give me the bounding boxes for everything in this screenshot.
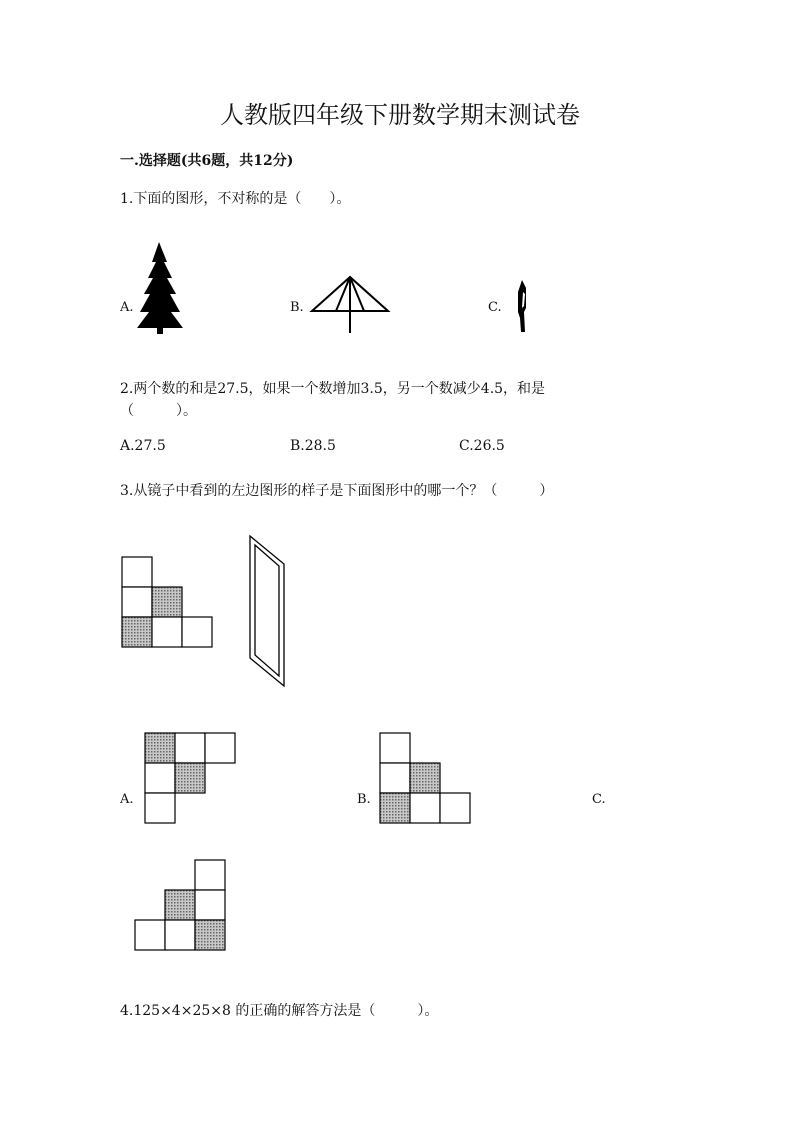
question-4-text: 4.125×4×25×8 的正确的解答方法是（ ）。 <box>120 1003 439 1019</box>
q2-option-b: B.28.5 <box>290 438 336 454</box>
question-3-text: 3.从镜子中看到的左边图形的样子是下面图形中的哪一个？（ ） <box>120 483 554 499</box>
page-title: 人教版四年级下册数学期末测试卷 <box>220 101 580 129</box>
q2-option-a: A.27.5 <box>120 438 166 454</box>
tree-icon <box>133 240 188 335</box>
knife-icon <box>512 278 532 334</box>
q1-option-b-label: B. <box>290 300 304 315</box>
section-heading: 一.选择题(共6题，共12分) <box>120 153 294 169</box>
q3-option-a-figure <box>145 733 237 825</box>
q3-option-b-figure <box>380 733 472 825</box>
question-2-line2: （ ）。 <box>120 403 197 419</box>
mirror-icon <box>248 534 288 688</box>
q3-option-a-label: A. <box>120 792 134 807</box>
q3-option-b-label: B. <box>357 792 371 807</box>
question-1-text: 1.下面的图形，不对称的是（ ）。 <box>120 191 351 207</box>
q3-option-c-label: C. <box>592 792 606 807</box>
q3-option-c-figure <box>135 860 227 952</box>
q1-option-a-label: A. <box>120 300 134 315</box>
q1-option-c-label: C. <box>488 300 502 315</box>
q2-option-c: C.26.5 <box>459 438 505 454</box>
question-2-line1: 2.两个数的和是27.5，如果一个数增加3.5，另一个数减少4.5，和是 <box>120 381 546 397</box>
original-figure <box>122 557 214 647</box>
umbrella-icon <box>310 275 390 335</box>
